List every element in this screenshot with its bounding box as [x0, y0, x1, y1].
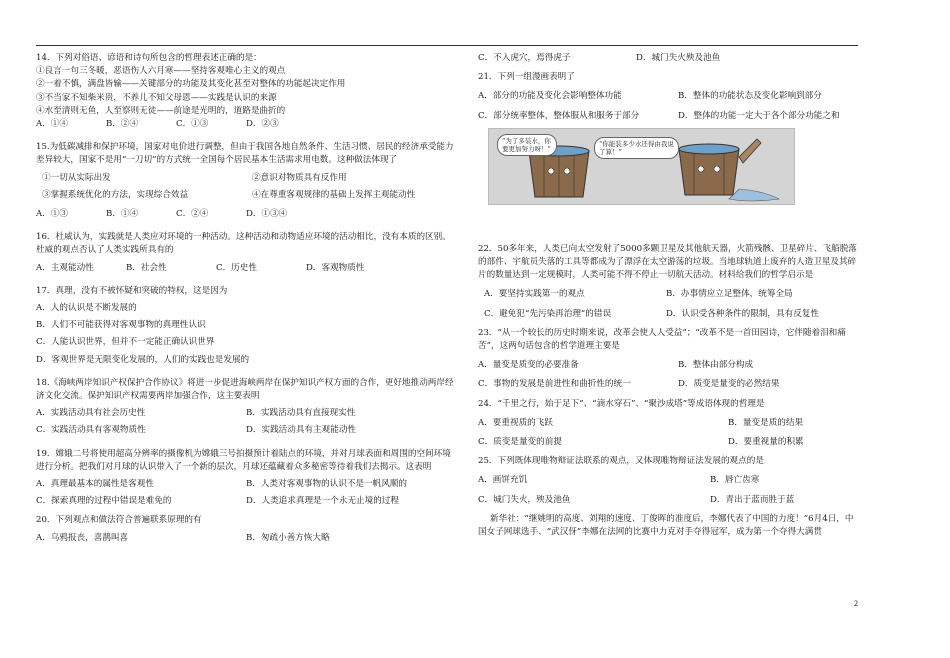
option: D．人类追求真理是一个永无止境的过程	[246, 496, 399, 507]
option: C．①③	[176, 119, 209, 130]
option: A．要坚持实践第一的观点	[484, 289, 585, 300]
q23-options-row2	[478, 378, 858, 391]
option: B．唇亡齿寒	[710, 475, 760, 486]
option: B．实践活动具有直接现实性	[246, 408, 356, 419]
option: B．量变是质的结果	[728, 417, 804, 428]
q15-item: ③掌握系统优化的方法，实现综合效益	[42, 189, 189, 200]
option: B．整体由部分构成	[678, 360, 754, 371]
option: A．人的认识是不断发展的	[36, 303, 137, 314]
q15-items-row2	[36, 189, 456, 202]
option: D．客观物质性	[306, 262, 365, 273]
q14-item: ③不当家不知柴米贵，不养儿不知父母恩——实践是认识的来源	[36, 92, 277, 103]
q15-item: ②意识对物质具有反作用	[252, 172, 347, 183]
option: D．认识受各种条件的限制，具有反复性	[666, 308, 819, 319]
q19-options-row1	[36, 478, 456, 491]
q15-stem: 15.为低碳减排和保护环境，国家对电价进行调整，但由于我国各地自然条件、生活习惯、居民的经济承受能力差异较大，国家不是用“一刀切”的方式统一全国每个居民基本生活需求用电数。这种做法体现了	[36, 142, 454, 166]
option: C．历史性	[216, 262, 257, 273]
option: C．城门失火，殃及池鱼	[478, 494, 571, 505]
option: C．部分统率整体，整体服从和服务于部分	[478, 110, 640, 121]
option: D．整体的功能一定大于各个部分功能之和	[678, 110, 840, 121]
news-passage: 新华社：“继姚明的高度、刘翔的速度、丁俊晖的准度后，李娜代表了中国的力度！”6月4日，中国女子网球选手、“武汉伢”李娜在法网的比赛中力克对手夺得冠军，成为第一个夺得大满贯	[478, 513, 854, 538]
option: A．要重视质的飞跃	[478, 417, 553, 428]
left-column	[36, 52, 456, 545]
option: C．事物的发展是前进性和曲折性的统一	[478, 379, 631, 390]
q25-options-row1	[478, 474, 858, 487]
q15-options	[36, 208, 456, 221]
page-number: 2	[854, 599, 858, 608]
q16-stem: 16．杜威认为，实践就是人类应对环境的一种活动。这种活动和动物适应环境的活动相比，没有本质的区别。杜威的观点否认了人类实践所具有的	[36, 232, 451, 256]
q21-options-row2	[478, 110, 858, 123]
option: A．真理最基本的属性是客观性	[36, 479, 154, 490]
q25-options-row2	[478, 494, 858, 507]
q14-options	[36, 118, 456, 131]
option: A．①④	[36, 119, 68, 130]
q22-options-row2	[478, 308, 858, 321]
q18-stem: 18.《海峡两岸知识产权保护合作协议》将进一步促进海峡两岸在保护知识产权方面的合作，更好地推动两岸经济文化交流。保护知识产权需要两岸加强合作，这主要表明	[36, 377, 454, 402]
option: A．量变是质变的必要准备	[478, 360, 579, 371]
option: D．青出于蓝而胜于蓝	[710, 494, 795, 505]
option: B．匆疏小善方恢大略	[246, 532, 330, 543]
q24-options-row2	[478, 436, 858, 449]
option: C．②④	[176, 209, 209, 220]
q15-item: ④在尊重客观规律的基础上发挥主观能动性	[252, 189, 416, 200]
option: B．社会性	[126, 262, 167, 273]
option: A．画饼充饥	[478, 475, 528, 486]
q22-stem: 22．50多年来，人类已向太空发射了5000多颗卫星及其他航天器，火箭残骸、卫星碎片、飞船脱落的部件、宇航员失落的工具等都成为了漂浮在太空游荡的垃圾。当地球轨道上废弃的人造卫星及其碎片的数量达到一定规模时，人类可能不得不停止一切航天活动。材料给我们的哲学启示是	[478, 243, 857, 281]
option: A．①③	[36, 209, 68, 220]
speech-bubble: “为了多装水，你要更加努力呀！”	[497, 134, 557, 156]
option: C．避免犯“先污染再治理”的错误	[484, 308, 612, 319]
q23-stem: 23．“从一个较长的历史时期来说，改革会使人人受益”；“改革不是一首田园诗，它伴随着泪和痛苦”，这两句话包含的哲学道理主要是	[478, 327, 846, 352]
q15-items-row1	[36, 172, 456, 185]
q20-options-row1	[36, 532, 456, 545]
option: A．实践活动具有社会历史性	[36, 408, 146, 419]
q18-options-row1	[36, 407, 456, 420]
option: D．②③	[246, 119, 279, 130]
option: B．整体的功能状态及变化影响到部分	[678, 91, 822, 102]
option: D．质变是量变的必然结果	[678, 379, 780, 390]
option: B．②④	[106, 119, 139, 130]
option: B．人们不可能获得对客观事物的真理性认识	[36, 320, 206, 331]
q24-stem: 24．“千里之行，始于足下”、“滴水穿石”、“聚沙成塔”等成语体现的哲理是	[478, 398, 765, 409]
option: C．探索真理的过程中错误是难免的	[36, 496, 172, 507]
header-rule	[36, 45, 858, 46]
option: D．城门失火殃及池鱼	[636, 53, 721, 63]
right-column	[478, 52, 858, 539]
q21-stem: 21．下列一组漫画表明了	[478, 72, 575, 83]
q17-stem: 17．真理，没有不被怀疑和突破的特权，这是因为	[36, 285, 228, 296]
option: C．人能认识世界，但并不一定能正确认识世界	[36, 337, 215, 348]
q19-stem: 19．嫦娥二号将使用超高分辨率的摄像机为嫦娥三号拍摄预计着陆点的环境，并对月球表面和周围的空间环境进行分析。把我们对月球的认识带入了一个新的层次，月球还蕴藏着众多秘密等待着我们去揭示。这表明	[36, 448, 451, 472]
q21-options-row1	[478, 90, 858, 103]
q15-item: ①一切从实际出发	[42, 172, 111, 183]
q20-options-row2	[478, 52, 858, 65]
option: B．办事情应立足整体，统筹全局	[666, 289, 793, 300]
q14-item: ④水至清则无鱼，人至察则无徒——前途是光明的，道路是曲折的	[36, 105, 286, 116]
speech-bubble: “你能装多少水还得由我说了算！”	[594, 137, 679, 159]
q16-options	[36, 262, 456, 275]
option: C．质变是量变的前提	[478, 437, 562, 448]
option: C．不入虎穴，焉得虎子	[478, 53, 571, 63]
option: A．主观能动性	[36, 262, 94, 273]
option: C．实践活动具有客观物质性	[36, 425, 146, 436]
q22-options-row1	[478, 288, 858, 301]
option: D．实践活动具有主观能动性	[246, 425, 357, 436]
option: D．①③④	[246, 209, 288, 220]
option: D．客观世界是无限变化发展的，人们的实践也是发展的	[36, 354, 250, 365]
q24-options-row1	[478, 417, 858, 430]
option: A．部分的功能及变化会影响整体功能	[478, 91, 622, 102]
option: A．乌鸦报丧，喜鹊叫喜	[36, 532, 129, 543]
q14-item: ①良言一句三冬暖，恶语伤人六月寒——坚持客观唯心主义的观点	[36, 66, 286, 77]
q20-stem: 20．下列观点和做法符合普遍联系原理的有	[36, 515, 202, 526]
q18-options-row2	[36, 424, 456, 437]
q23-options-row1	[478, 359, 858, 372]
option: B．①④	[106, 209, 139, 220]
q14-stem: 14．下列对俗语、谚语和诗句所包含的哲理表述正确的是：	[36, 53, 262, 63]
option: B．人类对客观事物的认识不是一帆风顺的	[246, 479, 408, 490]
q19-options-row2	[36, 495, 456, 508]
q14-item: ②一着不慎，满盘皆输——关键部分的功能及其变化甚至对整体的功能起决定作用	[36, 79, 346, 90]
option: D．要重视量的积累	[728, 437, 804, 448]
bucket-cartoon	[488, 128, 795, 205]
q25-stem: 25．下列既体现唯物辩证法联系的观点，又体现唯物辩证法发展的观点的是	[478, 456, 764, 467]
